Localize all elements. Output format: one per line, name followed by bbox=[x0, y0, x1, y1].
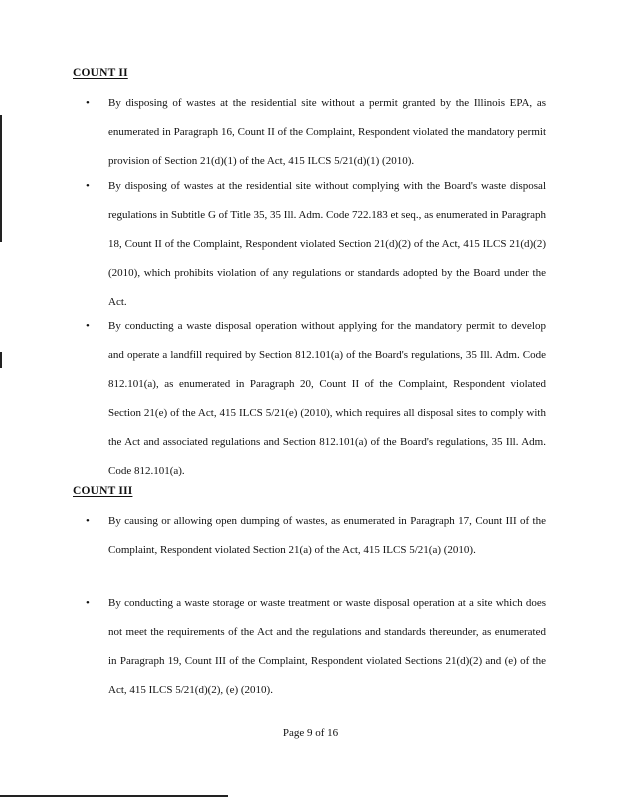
list-item-text: By disposing of wastes at the residential site without complying with the Board's waste disposal regulations in Subtitle G of Title 35, 35 Ill. Adm. Code 722.183 et seq., as enumerated in Paragraph 18, Count II of the Complaint, Respondent violated Section 21(d)(2) of the Act, 415 ILCS 21(d)(2) (2010), which prohibits violation of any regulations or standards adopted by the Board under the Act. bbox=[108, 180, 546, 308]
list-item-text: By conducting a waste storage or waste treatment or waste disposal operation at a site which does not meet the requirements of the Act and the regulations and standards thereunder, as enumerated in Paragraph 19, Count III of the Complaint, Respondent violated Sections 21(d)(2) and (e) of the Act, 415 ILCS 5/21(d)(2), (e) (2010). bbox=[108, 597, 546, 696]
bullet-icon: • bbox=[86, 97, 90, 109]
bullet-icon: • bbox=[86, 515, 90, 527]
scan-edge-mark bbox=[0, 115, 2, 242]
page-number-footer: Page 9 of 16 bbox=[282, 727, 339, 739]
list-item-text: By causing or allowing open dumping of wastes, as enumerated in Paragraph 17, Count III of the Complaint, Respondent violated Section 21(a) of the Act, 415 ILCS 5/21(a) (2010). bbox=[108, 515, 546, 556]
bullet-icon: • bbox=[86, 597, 90, 609]
section-heading-count-ii: COUNT II bbox=[73, 67, 128, 79]
list-item bbox=[86, 312, 548, 486]
bullet-icon: • bbox=[86, 180, 90, 192]
bullet-icon: • bbox=[86, 320, 90, 332]
section-heading-count-iii: COUNT III bbox=[73, 485, 133, 497]
list-item bbox=[86, 507, 548, 565]
list-item-text: By conducting a waste disposal operation without applying for the mandatory permit to develop and operate a landfill required by Section 812.101(a) of the Board's regulations, 35 Ill. Adm. Code 812.101(a), as enumerated in Paragraph 20, Count II of the Complaint, Respondent violated Section 21(e) of the Act, 415 ILCS 5/21(e) (2010), which requires all disposal sites to comply with the Act and associated regulations and Section 812.101(a) of the Board's regulations, 35 Ill. Adm. Code 812.101(a). bbox=[108, 320, 546, 477]
list-item bbox=[86, 89, 548, 176]
scan-edge-mark bbox=[0, 352, 2, 368]
list-item bbox=[86, 589, 548, 705]
list-item bbox=[86, 172, 548, 317]
scan-edge-mark bbox=[0, 795, 228, 797]
list-item-text: By disposing of wastes at the residential site without a permit granted by the Illinois EPA, as enumerated in Paragraph 16, Count II of the Complaint, Respondent violated the mandatory permit provision of Section 21(d)(1) of the Act, 415 ILCS 5/21(d)(1) (2010). bbox=[108, 97, 546, 167]
